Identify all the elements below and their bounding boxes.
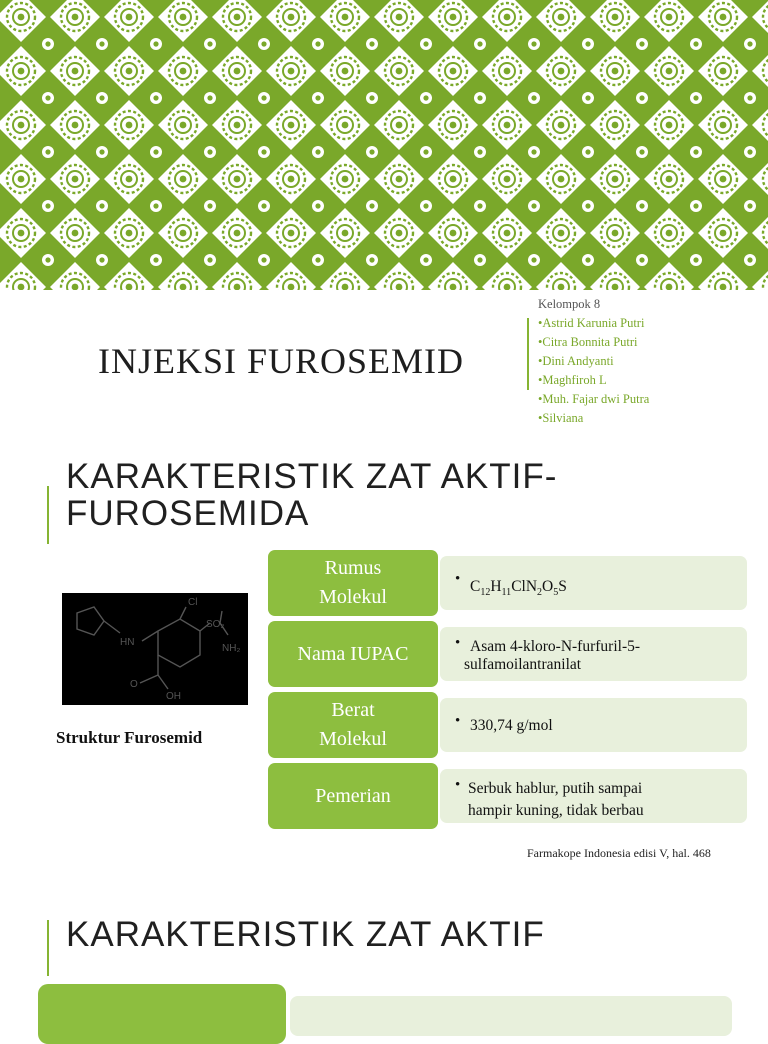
property-row bbox=[268, 763, 748, 829]
bullet-icon: • bbox=[455, 777, 461, 793]
property-label bbox=[38, 984, 286, 1044]
structure-atom-label: O bbox=[130, 679, 138, 690]
member-item: •Citra Bonnita Putri bbox=[538, 335, 638, 349]
member-item: •Maghfiroh L bbox=[538, 373, 607, 387]
property-value bbox=[440, 556, 747, 610]
section-heading: KARAKTERISTIK ZAT AKTIF- FUROSEMIDA bbox=[66, 457, 558, 533]
property-row bbox=[268, 621, 748, 687]
member-item: •Astrid Karunia Putri bbox=[538, 316, 645, 330]
property-label: Rumus Molekul bbox=[268, 550, 438, 616]
property-row bbox=[268, 550, 748, 616]
property-value: • 330,74 g/mol bbox=[440, 698, 747, 752]
group-heading: Kelompok 8 bbox=[538, 297, 601, 311]
structure-atom-label: Cl bbox=[188, 597, 198, 608]
reference-note: Farmakope Indonesia edisi V, hal. 468 bbox=[527, 846, 711, 860]
heading-accent-line bbox=[47, 486, 49, 544]
structure-caption: Struktur Furosemid bbox=[56, 728, 203, 747]
property-value bbox=[290, 996, 732, 1036]
bullet-icon: • bbox=[455, 571, 461, 587]
property-value: • Asam 4-kloro-N-furfuril-5- sulfamoilantranilat bbox=[440, 627, 747, 681]
title-slide bbox=[0, 290, 768, 440]
member-item: •Muh. Fajar dwi Putra bbox=[538, 392, 650, 406]
bullet-icon: • bbox=[455, 713, 461, 729]
property-row bbox=[268, 692, 748, 758]
property-label: Pemerian bbox=[268, 763, 438, 829]
property-value: • Serbuk hablur, putih sampai hampir kuning, tidak berbau bbox=[440, 769, 747, 823]
decorative-pattern bbox=[0, 0, 768, 290]
structure-atom-label: NH₂ bbox=[222, 643, 241, 654]
structure-atom-label: SO₂ bbox=[206, 619, 225, 630]
member-item: •Silviana bbox=[538, 411, 584, 425]
heading-accent-line bbox=[47, 920, 49, 976]
divider-line bbox=[527, 318, 529, 390]
property-label: Nama IUPAC bbox=[268, 621, 438, 687]
group-info bbox=[538, 295, 649, 428]
structure-atom-label: HN bbox=[120, 637, 135, 648]
property-label: Berat Molekul bbox=[268, 692, 438, 758]
bullet-icon: • bbox=[455, 635, 461, 651]
molecular-formula: $C_{12}H_{11}ClN_2O_5S$ bbox=[470, 578, 567, 599]
section-heading: KARAKTERISTIK ZAT AKTIF bbox=[66, 915, 545, 954]
presentation-title: INJEKSI FUROSEMID bbox=[98, 341, 465, 381]
member-item: •Dini Andyanti bbox=[538, 354, 614, 368]
structure-atom-label: OH bbox=[166, 691, 181, 702]
furosemide-structure-image bbox=[62, 593, 248, 705]
